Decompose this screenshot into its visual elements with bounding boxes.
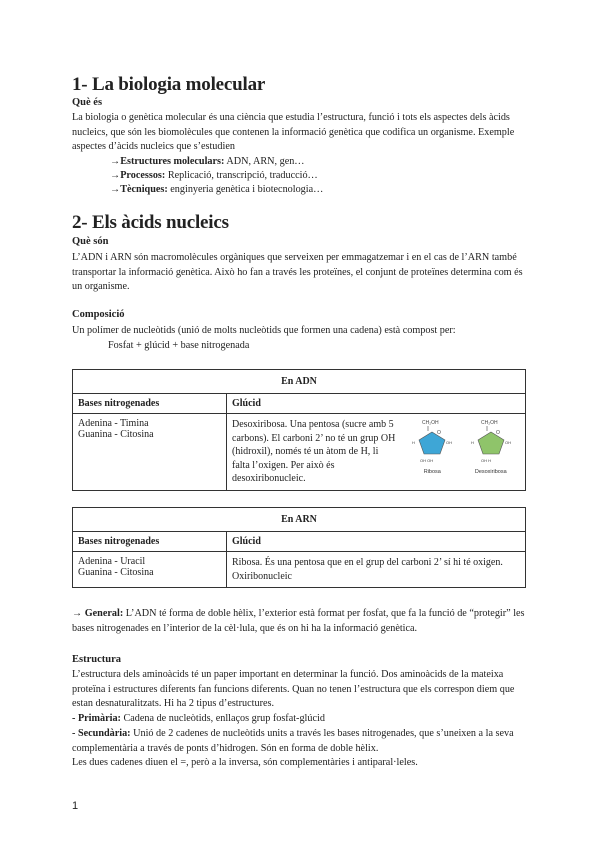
table-arn-bases-cell <box>73 552 227 588</box>
table-adn-bases-cell <box>73 414 227 491</box>
svg-text:OH: OH <box>504 440 511 445</box>
table-adn-col1-header: Bases nitrogenades <box>73 394 227 414</box>
section-2-subtitle: Què són <box>72 236 109 247</box>
primaria-line: - Primària: Cadena de nucleòtids, enllaços grup fosfat-glúcid <box>72 713 325 724</box>
svg-text:CH₂OH: CH₂OH <box>422 420 439 426</box>
secundaria-line: - Secundària: Unió de 2 cadenes de nucleòtids units a través les bases nitrogenades, que s’uneixen a la seva complementària a través de ponts d’hidrogen. Són en forma de doble hèlix. <box>72 728 514 754</box>
table-adn-col2-header: Glúcid <box>227 394 526 414</box>
formula: Fosfat + glúcid + base nitrogenada <box>108 340 250 351</box>
table-adn-glucid-cell <box>227 414 526 491</box>
svg-text:H: H <box>470 440 474 445</box>
ribose-pentagon <box>419 432 445 454</box>
table-arn-col1-header: Bases nitrogenades <box>73 532 227 552</box>
svg-text:OH: OH <box>446 440 453 445</box>
base-pair: Guanina - Citosina <box>78 567 154 578</box>
table-arn-glucid-cell: Ribosa. És una pentosa que en el grup del carboni 2’ sí hi té oxigen. Oxiribonucleic <box>227 552 526 588</box>
arrow-icon: → <box>110 170 121 181</box>
table-adn <box>72 369 526 491</box>
svg-text:CH₂OH: CH₂OH <box>480 420 498 426</box>
deoxyribose-molecule: CH₂OH O H OH OH H Desoxiribosa <box>470 420 511 475</box>
arrow-icon: → <box>110 156 121 167</box>
table-adn-glucid-text: Desoxiribosa. Una pentosa (sucre amb 5 carbons). El carboni 2’ no té un grup OH (hidroxil), només té un àtom de H, li falta l’oxigen. Per això és desoxiribonucleic. <box>232 419 396 484</box>
page-number: 1 <box>72 800 79 812</box>
arrow-icon: → <box>110 184 121 195</box>
section-2-title: 2- Els àcids nucleics <box>72 212 229 233</box>
table-arn-col2-header: Glúcid <box>227 532 526 552</box>
composicio-text: Un polímer de nucleòtids (unió de molts nucleòtids que formen una cadena) està compost per: <box>72 325 456 336</box>
sugar-figure <box>397 418 520 486</box>
table-arn-title: En ARN <box>73 508 526 532</box>
svg-text:O: O <box>437 430 442 436</box>
section-1-title: 1- La biologia molecular <box>72 74 266 95</box>
bullet-item: →Processos: Replicació, transcripció, traducció… <box>110 170 318 181</box>
estructura-title: Estructura <box>72 654 121 665</box>
last-line: Les dues cadenes diuen el =, però a la inversa, són complementàries i antiparal·leles. <box>72 757 418 768</box>
section-1-paragraph: La biologia o genètica molecular és una ciència que estudia l’estructura, funció i tots els aspectes dels àcids nucleics, que són les biomolècules que contenen la informació genètica que codifica un organisme. Exemple aspectes d’àcids nucleics que s’estudien <box>72 112 515 152</box>
section-2-paragraph: L’ADN i ARN són macromolècules orgàniques que serveixen per emmagatzemar i en el cas de l’ARN també transportar la informació genètica. Això ho fan a través les proteïnes, el conjunt de proteïnes determina com és un organisme. <box>72 252 523 292</box>
table-arn <box>72 507 526 588</box>
base-pair: Adenina - Timina <box>78 418 149 429</box>
svg-text:H: H <box>412 440 416 445</box>
bullet-item: →Estructures moleculars: ADN, ARN, gen… <box>110 156 305 167</box>
bullet-item: →Tècniques: enginyeria genètica i biotecnologia… <box>110 184 324 195</box>
base-pair: Adenina - Uracil <box>78 556 146 567</box>
arrow-icon: → <box>72 608 83 619</box>
ribose-molecule: CH₂OH O H OH OH OH Ribosa <box>412 420 453 475</box>
svg-text:O: O <box>495 430 500 436</box>
composicio-title: Composició <box>72 309 125 320</box>
svg-text:OH OH: OH OH <box>420 458 434 463</box>
deoxyribose-pentagon <box>478 432 504 454</box>
estructura-paragraph: L’estructura dels aminoàcids té un paper important en determinar la funció. Dos aminoàcids de la mateixa proteïna i estructures diferents fan funcions diferents. Quan no tenen l’estructura que els correspon diem que estan desnaturalitzats. Hi ha 2 tipus d’estructures. <box>72 669 515 709</box>
general-paragraph: → General: L’ADN té forma de doble hèlix, l’exterior està format per fosfat, que fa la funció de “protegir” les bases nitrogenades en l’interior de la cèl·lula, que és on hi ha la informació genètica. <box>72 608 525 634</box>
base-pair: Guanina - Citosina <box>78 429 154 440</box>
svg-text:OH H: OH H <box>480 458 491 463</box>
section-1-subtitle: Què és <box>72 97 103 108</box>
table-adn-title: En ADN <box>73 370 526 394</box>
